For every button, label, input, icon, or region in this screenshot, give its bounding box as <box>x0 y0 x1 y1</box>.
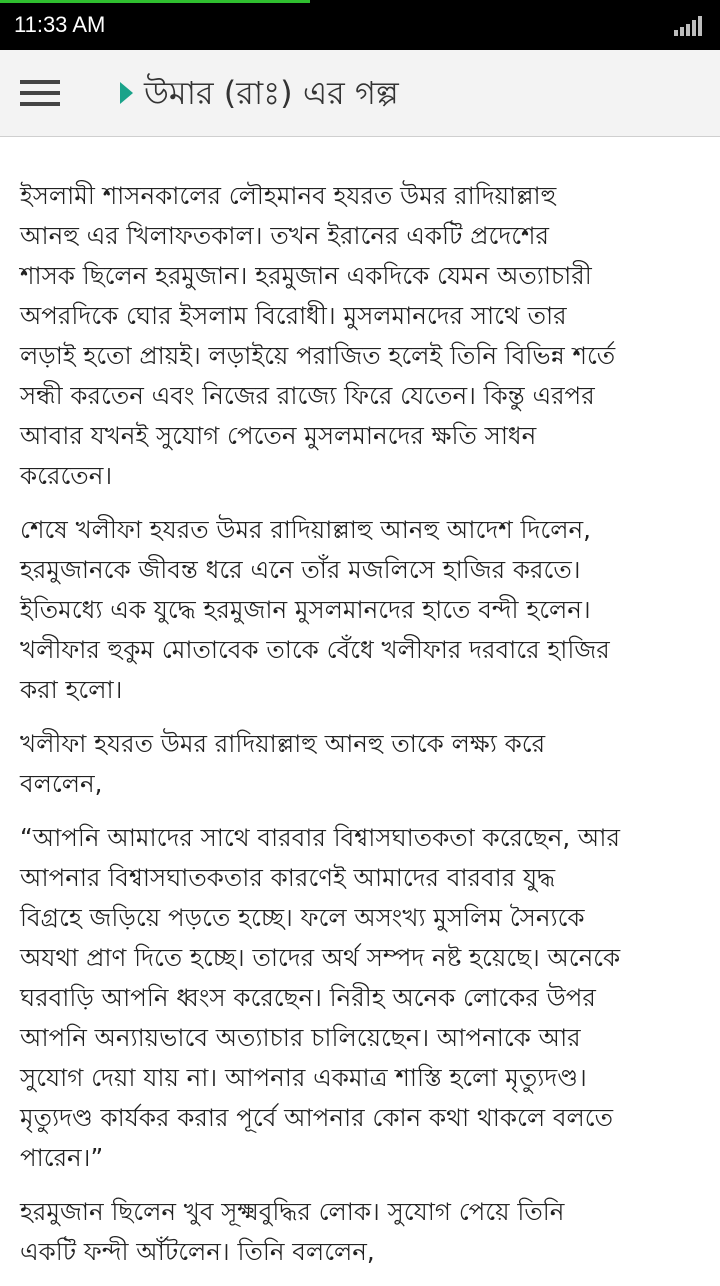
paragraph-line: আনহু এর খিলাফতকাল। তখন ইরানের একটি প্রদেশের <box>20 221 550 250</box>
paragraph-line: ঘরবাড়ি আপনি ধ্বংস করেছেন। নিরীহ অনেক লোকের উপর <box>20 983 596 1012</box>
article-paragraph <box>20 818 702 1178</box>
paragraph-line: বিগ্রহে জড়িয়ে পড়তে হচ্ছে। ফলে অসংখ্য মুসলিম সৈন্যকে <box>20 903 585 932</box>
status-time: 11:33 AM <box>14 12 106 37</box>
paragraph-line: সুযোগ দেয়া যায় না। আপনার একমাত্র শাস্তি হলো মৃত্যুদণ্ড। <box>20 1063 587 1092</box>
paragraph-line: অযথা প্রাণ দিতে হচ্ছে। তাদের অর্থ সম্পদ নষ্ট হয়েছে। অনেকে <box>20 943 621 972</box>
paragraph-line: “আপনি আমাদের সাথে বারবার বিশ্বাসঘাতকতা করেছেন, আর <box>20 823 620 852</box>
article-body <box>20 176 702 1286</box>
paragraph-line: মৃত্যুদণ্ড কার্যকর করার পূর্বে আপনার কোন কথা থাকলে বলতে <box>20 1103 613 1132</box>
paragraph-line: হরমুজান ছিলেন খুব সূক্ষ্মবুদ্ধির লোক। সুযোগ পেয়ে তিনি <box>20 1197 565 1226</box>
article-paragraph <box>20 510 702 710</box>
play-arrow-icon <box>120 82 133 104</box>
article-paragraph <box>20 176 702 496</box>
paragraph-line: অপরদিকে ঘোর ইসলাম বিরোধী। মুসলমানদের সাথে তার <box>20 301 567 330</box>
paragraph-line: আপনি অন্যায়ভাবে অত্যাচার চালিয়েছেন। আপনাকে আর <box>20 1023 581 1052</box>
paragraph-line: করেতেন। <box>20 461 113 490</box>
paragraph-line: খলীফার হুকুম মোতাবেক তাকে বেঁধে খলীফার দরবারে হাজির <box>20 635 610 664</box>
app-bar <box>0 50 720 137</box>
paragraph-line: শাসক ছিলেন হরমুজান। হরমুজান একদিকে যেমন অত্যাচারী <box>20 261 592 290</box>
page-load-progress <box>0 0 310 3</box>
paragraph-line: খলীফা হযরত উমর রাদিয়াল্লাহু আনহু তাকে লক্ষ্য করে <box>20 729 546 758</box>
paragraph-line: করা হলো। <box>20 675 123 704</box>
paragraph-line: বললেন, <box>20 769 103 798</box>
paragraph-line: সন্ধী করতেন এবং নিজের রাজ্যে ফিরে যেতেন। কিন্তু এরপর <box>20 381 595 410</box>
paragraph-line: একটি ফন্দী আঁটলেন। তিনি বললেন, <box>20 1237 375 1266</box>
signal-icon <box>674 14 708 36</box>
paragraph-line: আবার যখনই সুযোগ পেতেন মুসলমানদের ক্ষতি সাধন <box>20 421 537 450</box>
page-title: উমার (রাঃ) এর গল্প <box>144 74 399 112</box>
hamburger-menu-icon[interactable] <box>20 80 60 106</box>
article-paragraph <box>20 724 702 804</box>
status-bar <box>0 0 720 50</box>
article-paragraph <box>20 1192 702 1272</box>
paragraph-line: ইতিমধ্যে এক যুদ্ধে হরমুজান মুসলমানদের হাতে বন্দী হলেন। <box>20 595 591 624</box>
paragraph-line: আপনার বিশ্বাসঘাতকতার কারণেই আমাদের বারবার যুদ্ধ <box>20 863 556 892</box>
paragraph-line: হরমুজানকে জীবন্ত ধরে এনে তাঁর মজলিসে হাজির করতে। <box>20 555 581 584</box>
paragraph-line: ইসলামী শাসনকালের লৌহমানব হযরত উমর রাদিয়াল্লাহু <box>20 181 557 210</box>
paragraph-line: পারেন।” <box>20 1143 104 1172</box>
paragraph-line: শেষে খলীফা হযরত উমর রাদিয়াল্লাহু আনহু আদেশ দিলেন, <box>20 515 591 544</box>
paragraph-line: লড়াই হতো প্রায়ই। লড়াইয়ে পরাজিত হলেই তিনি বিভিন্ন শর্তে <box>20 341 616 370</box>
